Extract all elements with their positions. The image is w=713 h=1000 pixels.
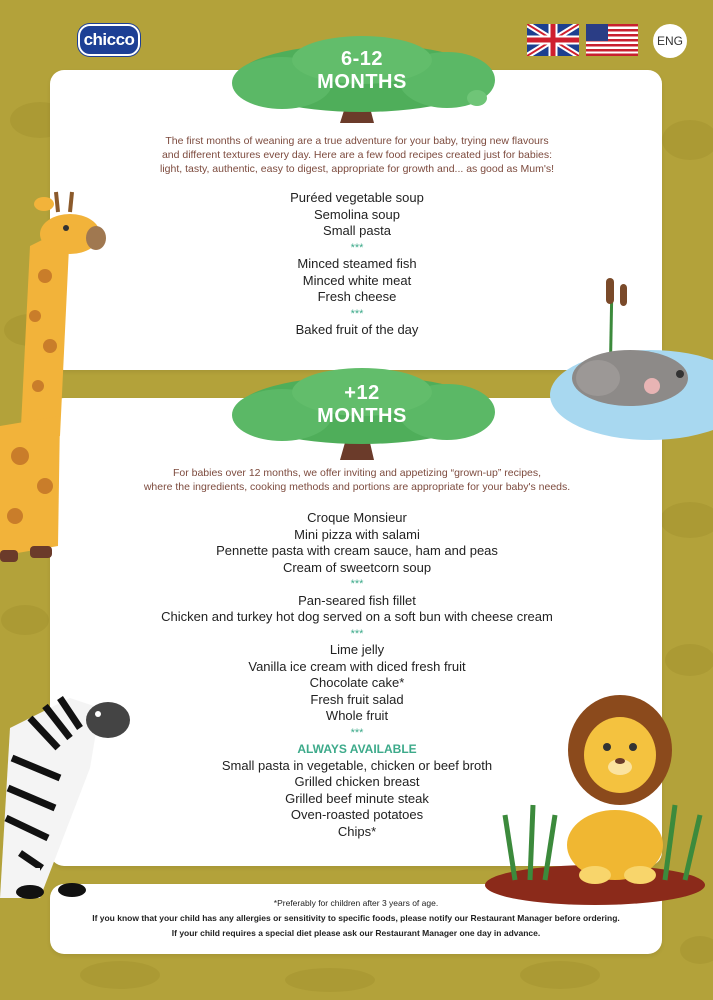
menu-item: Grilled chicken breast	[294, 774, 420, 789]
menu-item: Chips*	[337, 823, 377, 839]
menu-item: Pan-seared fish fillet	[298, 592, 416, 608]
menu-item: Baked fruit of the day	[295, 322, 419, 337]
intro-line: where the ingredients, cooking methods and portions are appropriate for your baby's needs.	[143, 481, 571, 493]
uk-flag-icon[interactable]	[527, 24, 579, 56]
title-line-2: MONTHS	[317, 405, 407, 427]
menu-item: Minced steamed fish	[297, 256, 417, 271]
menu-list-6-12	[100, 190, 614, 339]
intro-line: For babies over 12 months, we offer inviting and appetizing “grown-up” recipes,	[172, 467, 542, 479]
menu-separator: ***	[350, 627, 364, 640]
menu-item: Oven-roasted potatoes	[290, 807, 424, 822]
menu-item: Fresh fruit salad	[310, 691, 404, 707]
section-intro-12-plus	[97, 466, 617, 494]
menu-item: Lime jelly	[329, 642, 385, 657]
menu-item: Cream of sweetcorn soup	[282, 559, 432, 575]
menu-item: Puréed vegetable soup	[290, 190, 424, 205]
footnote: *Preferably for children after 3 years of age.	[273, 898, 439, 908]
section-title-6-12	[262, 48, 462, 94]
menu-item: Semolina soup	[314, 206, 400, 222]
menu-item: Mini pizza with salami	[294, 526, 420, 542]
menu-separator: ***	[350, 307, 364, 320]
section-title-12-plus	[262, 382, 462, 428]
menu-item: Vanilla ice cream with diced fresh fruit	[248, 658, 466, 674]
menu-item: Grilled beef minute steak	[285, 790, 429, 806]
zebra-illustration	[0, 668, 135, 900]
allergy-notice: If you know that your child has any allergies or sensitivity to specific foods, please notify our Restaurant Manager before ordering.	[92, 913, 620, 923]
language-button[interactable]: ENG	[653, 24, 687, 58]
chicco-logo: chicco	[78, 24, 140, 56]
menu-item: Small pasta	[323, 223, 391, 238]
menu-item: Croque Monsieur	[307, 510, 407, 525]
lion-illustration	[485, 695, 713, 910]
menu-separator: ***	[350, 241, 364, 254]
menu-item: Chocolate cake*	[309, 675, 405, 690]
section-intro-6-12	[110, 134, 604, 176]
menu-item: Chicken and turkey hot dog served on a soft bun with cheese cream	[161, 609, 553, 624]
title-line-1: +12	[344, 382, 380, 404]
always-available-heading: ALWAYS AVAILABLE	[297, 742, 417, 756]
title-line-1: 6-12	[340, 48, 384, 70]
menu-item: Small pasta in vegetable, chicken or beef broth	[221, 757, 493, 773]
menu-separator: ***	[350, 578, 364, 590]
menu-item: Whole fruit	[325, 708, 389, 723]
diet-notice: If your child requires a special diet please ask our Restaurant Manager one day in advance.	[171, 928, 541, 938]
menu-item: Fresh cheese	[317, 289, 397, 304]
us-flag-icon[interactable]	[586, 24, 638, 56]
menu-item: Pennette pasta with cream sauce, ham and peas	[216, 543, 498, 558]
intro-line: light, tasty, authentic, easy to digest, appropriate for growth and... as good as Mum's!	[159, 163, 555, 175]
menu-item: Minced white meat	[302, 272, 412, 288]
title-line-2: MONTHS	[317, 71, 407, 93]
hippo-illustration	[540, 270, 713, 450]
intro-line: The first months of weaning are a true adventure for your baby, trying new flavours	[165, 135, 549, 147]
intro-line: and different textures every day. Here are a few food recipes created just for babies:	[161, 149, 553, 161]
menu-separator: ***	[350, 726, 364, 739]
giraffe-illustration	[0, 186, 110, 570]
